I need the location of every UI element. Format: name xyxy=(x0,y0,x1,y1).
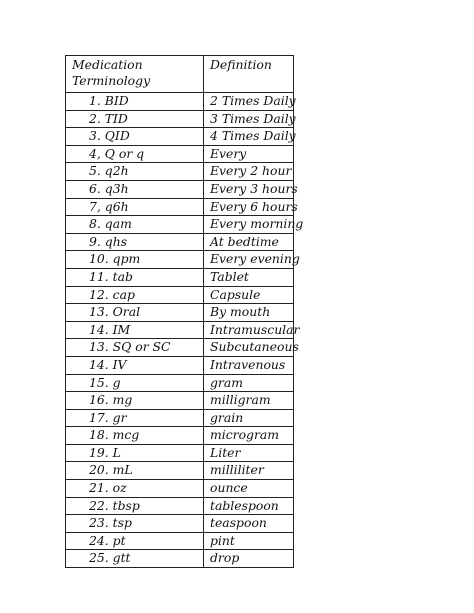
table-row xyxy=(66,356,294,374)
term-cell: 10. qpm xyxy=(66,251,204,269)
term-cell: 5. q2h xyxy=(66,163,204,181)
term-cell: 25. gtt xyxy=(66,550,204,568)
table-header-row xyxy=(66,56,294,93)
header-definition: Definition xyxy=(204,56,294,93)
term-cell: 19. L xyxy=(66,444,204,462)
table-row xyxy=(66,497,294,515)
table-row xyxy=(66,480,294,498)
definition-cell: 3 Times Daily xyxy=(204,110,294,128)
definition-cell: ounce xyxy=(204,480,294,498)
term-cell: 13. Oral xyxy=(66,304,204,322)
term-cell: 24. pt xyxy=(66,532,204,550)
table-body xyxy=(66,56,304,568)
term-cell: 16. mg xyxy=(66,392,204,410)
table-row xyxy=(66,216,294,234)
table-row xyxy=(66,233,294,251)
table-row xyxy=(66,374,294,392)
table-row xyxy=(66,339,294,357)
definition-cell: tablespoon xyxy=(204,497,294,515)
term-cell: 2. TID xyxy=(66,110,204,128)
definition-cell: drop xyxy=(204,550,294,568)
definition-cell: Capsule xyxy=(204,286,294,304)
definition-cell: Every evening xyxy=(204,251,294,269)
term-cell: 13. SQ or SC xyxy=(66,339,204,357)
term-cell: 15. g xyxy=(66,374,204,392)
table-row xyxy=(66,93,294,111)
header-term: Medication Terminology xyxy=(66,56,204,93)
definition-cell: grain xyxy=(204,409,294,427)
definition-cell: milligram xyxy=(204,392,294,410)
table-row xyxy=(66,268,294,286)
table-row xyxy=(66,163,294,181)
term-cell: 21. oz xyxy=(66,480,204,498)
definition-cell: Every 2 hour xyxy=(204,163,294,181)
definition-cell: gram xyxy=(204,374,294,392)
table-row xyxy=(66,180,294,198)
table-row xyxy=(66,532,294,550)
term-cell: 7, q6h xyxy=(66,198,204,216)
table-row xyxy=(66,110,294,128)
definition-cell: Liter xyxy=(204,444,294,462)
term-cell: 22. tbsp xyxy=(66,497,204,515)
table-row xyxy=(66,321,294,339)
term-cell: 23. tsp xyxy=(66,515,204,533)
term-cell: 6. q3h xyxy=(66,180,204,198)
table-row xyxy=(66,550,294,568)
table-row xyxy=(66,427,294,445)
table-row xyxy=(66,392,294,410)
definition-cell: Tablet xyxy=(204,268,294,286)
term-cell: 4, Q or q xyxy=(66,145,204,163)
medication-terminology-table xyxy=(65,55,304,568)
table-row xyxy=(66,128,294,146)
definition-cell: milliliter xyxy=(204,462,294,480)
table-row xyxy=(66,198,294,216)
table-row xyxy=(66,462,294,480)
definition-cell: 2 Times Daily xyxy=(204,93,294,111)
definition-cell: Every morning xyxy=(204,216,294,234)
term-cell: 9. qhs xyxy=(66,233,204,251)
table-row xyxy=(66,304,294,322)
definition-cell: 4 Times Daily xyxy=(204,128,294,146)
term-cell: 18. mcg xyxy=(66,427,204,445)
term-cell: 14. IM xyxy=(66,321,204,339)
term-cell: 8. qam xyxy=(66,216,204,234)
term-cell: 17. gr xyxy=(66,409,204,427)
term-cell: 14. IV xyxy=(66,356,204,374)
table-row xyxy=(66,444,294,462)
definition-cell: Intramuscular xyxy=(204,321,294,339)
definition-cell: Subcutaneous xyxy=(204,339,294,357)
definition-cell: At bedtime xyxy=(204,233,294,251)
definition-cell: microgram xyxy=(204,427,294,445)
table-row xyxy=(66,409,294,427)
table-row xyxy=(66,251,294,269)
term-cell: 1. BID xyxy=(66,93,204,111)
table-row xyxy=(66,145,294,163)
term-cell: 3. QID xyxy=(66,128,204,146)
table-row xyxy=(66,286,294,304)
term-cell: 12. cap xyxy=(66,286,204,304)
definition-cell: Intravenous xyxy=(204,356,294,374)
definition-cell: pint xyxy=(204,532,294,550)
term-cell: 20. mL xyxy=(66,462,204,480)
definition-cell: Every 3 hours xyxy=(204,180,294,198)
definition-cell: Every xyxy=(204,145,294,163)
definition-cell: By mouth xyxy=(204,304,294,322)
term-cell: 11. tab xyxy=(66,268,204,286)
table-row xyxy=(66,515,294,533)
definition-cell: teaspoon xyxy=(204,515,294,533)
definition-cell: Every 6 hours xyxy=(204,198,294,216)
